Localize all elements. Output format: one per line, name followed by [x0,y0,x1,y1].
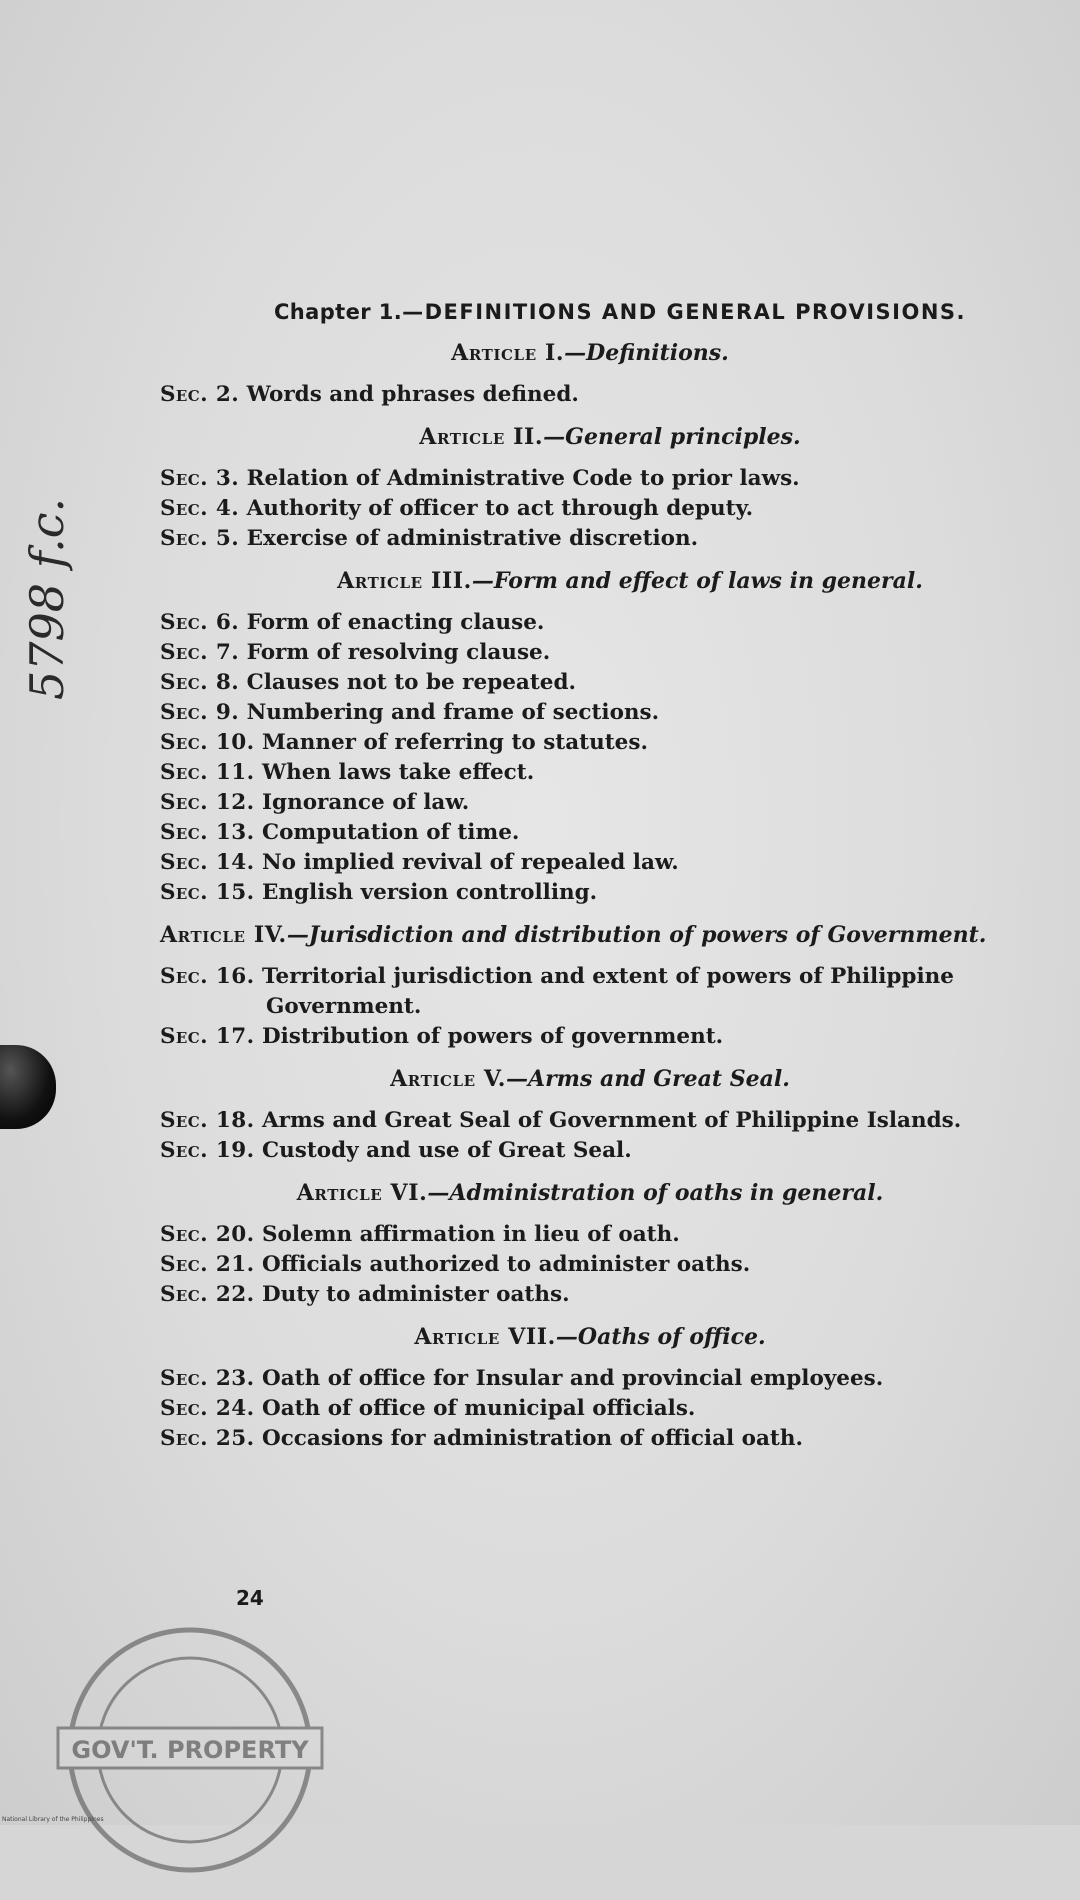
section-entry [160,494,1020,524]
article-label: Article V. [390,1066,507,1092]
section-number: Sec. 14. [160,850,255,875]
section-title: Manner of referring to statutes. [261,730,648,755]
stamp-text: GOV'T. PROPERTY [71,1736,309,1764]
section-entry [160,788,1020,818]
chapter-heading [220,300,1020,324]
section-title: No implied revival of repealed law. [261,850,679,875]
section-title: Exercise of administrative discretion. [246,526,699,551]
section-number: Sec. 6. [160,610,240,635]
section-title: Form of resolving clause. [246,640,551,665]
section-title: Relation of Administrative Code to prior laws. [246,466,800,491]
section-list [160,1106,1020,1166]
article-label: Article VII. [414,1324,556,1350]
section-list [160,1220,1020,1310]
section-title: Ignorance of law. [261,790,470,815]
section-number: Sec. 7. [160,640,240,665]
section-title: Custody and use of Great Seal. [261,1138,632,1163]
section-number: Sec. 10. [160,730,255,755]
section-title: Duty to administer oaths. [261,1282,570,1307]
section-list [160,380,1020,410]
section-entry [160,878,1020,908]
library-footer-note: National Library of the Philippines [2,1816,104,1823]
section-number: Sec. 22. [160,1282,255,1307]
section-list [160,608,1020,908]
section-entry [160,848,1020,878]
government-property-stamp [40,1600,340,1900]
section-title: Numbering and frame of sections. [246,700,660,725]
section-entry [160,638,1020,668]
article-label: Article VI. [296,1180,428,1206]
section-entry [160,962,1020,1022]
section-title: Territorial jurisdiction and extent of powers of Philippine Government. [261,964,954,1019]
section-entry [160,1106,1020,1136]
section-number: Sec. 11. [160,760,255,785]
article-heading [160,1180,1020,1206]
article-heading [160,340,1020,366]
section-entry [160,524,1020,554]
section-number: Sec. 23. [160,1366,255,1391]
section-number: Sec. 16. [160,964,255,989]
section-entry [160,1136,1020,1166]
section-entry [160,668,1020,698]
article-label: Article IV. [160,922,287,948]
section-entry [160,1364,1020,1394]
article-title: —General principles. [543,424,801,450]
section-number: Sec. 4. [160,496,240,521]
section-number: Sec. 17. [160,1024,255,1049]
article-title: —Definitions. [564,340,729,366]
section-title: Authority of officer to act through deputy. [246,496,754,521]
section-entry [160,380,1020,410]
article-heading [200,424,1020,450]
section-number: Sec. 20. [160,1222,255,1247]
article-title: —Oaths of office. [555,1324,766,1350]
article-label: Article III. [337,568,472,594]
section-number: Sec. 19. [160,1138,255,1163]
article-label: Article I. [451,340,565,366]
article-title: —Form and effect of laws in general. [471,568,923,594]
section-title: Distribution of powers of government. [261,1024,724,1049]
binding-hole [0,1045,56,1129]
section-title: Officials authorized to administer oaths. [261,1252,751,1277]
article-heading [160,1066,1020,1092]
article-label: Article II. [419,424,544,450]
section-entry [160,464,1020,494]
section-title: Solemn affirmation in lieu of oath. [261,1222,680,1247]
section-title: Words and phrases defined. [246,382,579,407]
section-number: Sec. 12. [160,790,255,815]
section-entry [160,698,1020,728]
section-entry [160,1394,1020,1424]
section-title: Computation of time. [261,820,520,845]
section-number: Sec. 8. [160,670,240,695]
article-heading [240,568,1020,594]
section-entry [160,818,1020,848]
article-title: —Arms and Great Seal. [506,1066,790,1092]
section-title: Occasions for administration of official oath. [261,1426,803,1451]
section-number: Sec. 5. [160,526,240,551]
section-entry [160,1280,1020,1310]
article-heading [160,1324,1020,1350]
chapter-title: —DEFINITIONS AND GENERAL PROVISIONS. [402,300,966,324]
section-entry [160,1250,1020,1280]
section-number: Sec. 24. [160,1396,255,1421]
section-entry [160,728,1020,758]
section-number: Sec. 3. [160,466,240,491]
section-entry [160,1424,1020,1454]
section-title: Oath of office of municipal officials. [261,1396,696,1421]
section-list [160,962,1020,1052]
section-number: Sec. 15. [160,880,255,905]
article-title: —Administration of oaths in general. [427,1180,884,1206]
section-number: Sec. 13. [160,820,255,845]
section-list [160,464,1020,554]
section-title: English version controlling. [261,880,598,905]
handwritten-margin-note: 5798 f.c. [20,497,74,700]
section-entry [160,1220,1020,1250]
article-title: —Jurisdiction and distribution of powers of Government. [286,922,987,948]
page-number: 24 [236,1586,264,1610]
section-title: When laws take effect. [261,760,535,785]
section-number: Sec. 9. [160,700,240,725]
section-number: Sec. 25. [160,1426,255,1451]
table-of-contents [160,300,1020,1468]
section-title: Form of enacting clause. [246,610,545,635]
section-entry [160,608,1020,638]
section-number: Sec. 2. [160,382,240,407]
section-title: Oath of office for Insular and provincial employees. [261,1366,884,1391]
chapter-prefix: Chapter 1. [273,300,403,324]
section-entry [160,1022,1020,1052]
section-number: Sec. 18. [160,1108,255,1133]
section-title: Clauses not to be repeated. [246,670,576,695]
section-title: Arms and Great Seal of Government of Philippine Islands. [261,1108,962,1133]
section-entry [160,758,1020,788]
article-heading [160,922,1020,948]
section-number: Sec. 21. [160,1252,255,1277]
section-list [160,1364,1020,1454]
